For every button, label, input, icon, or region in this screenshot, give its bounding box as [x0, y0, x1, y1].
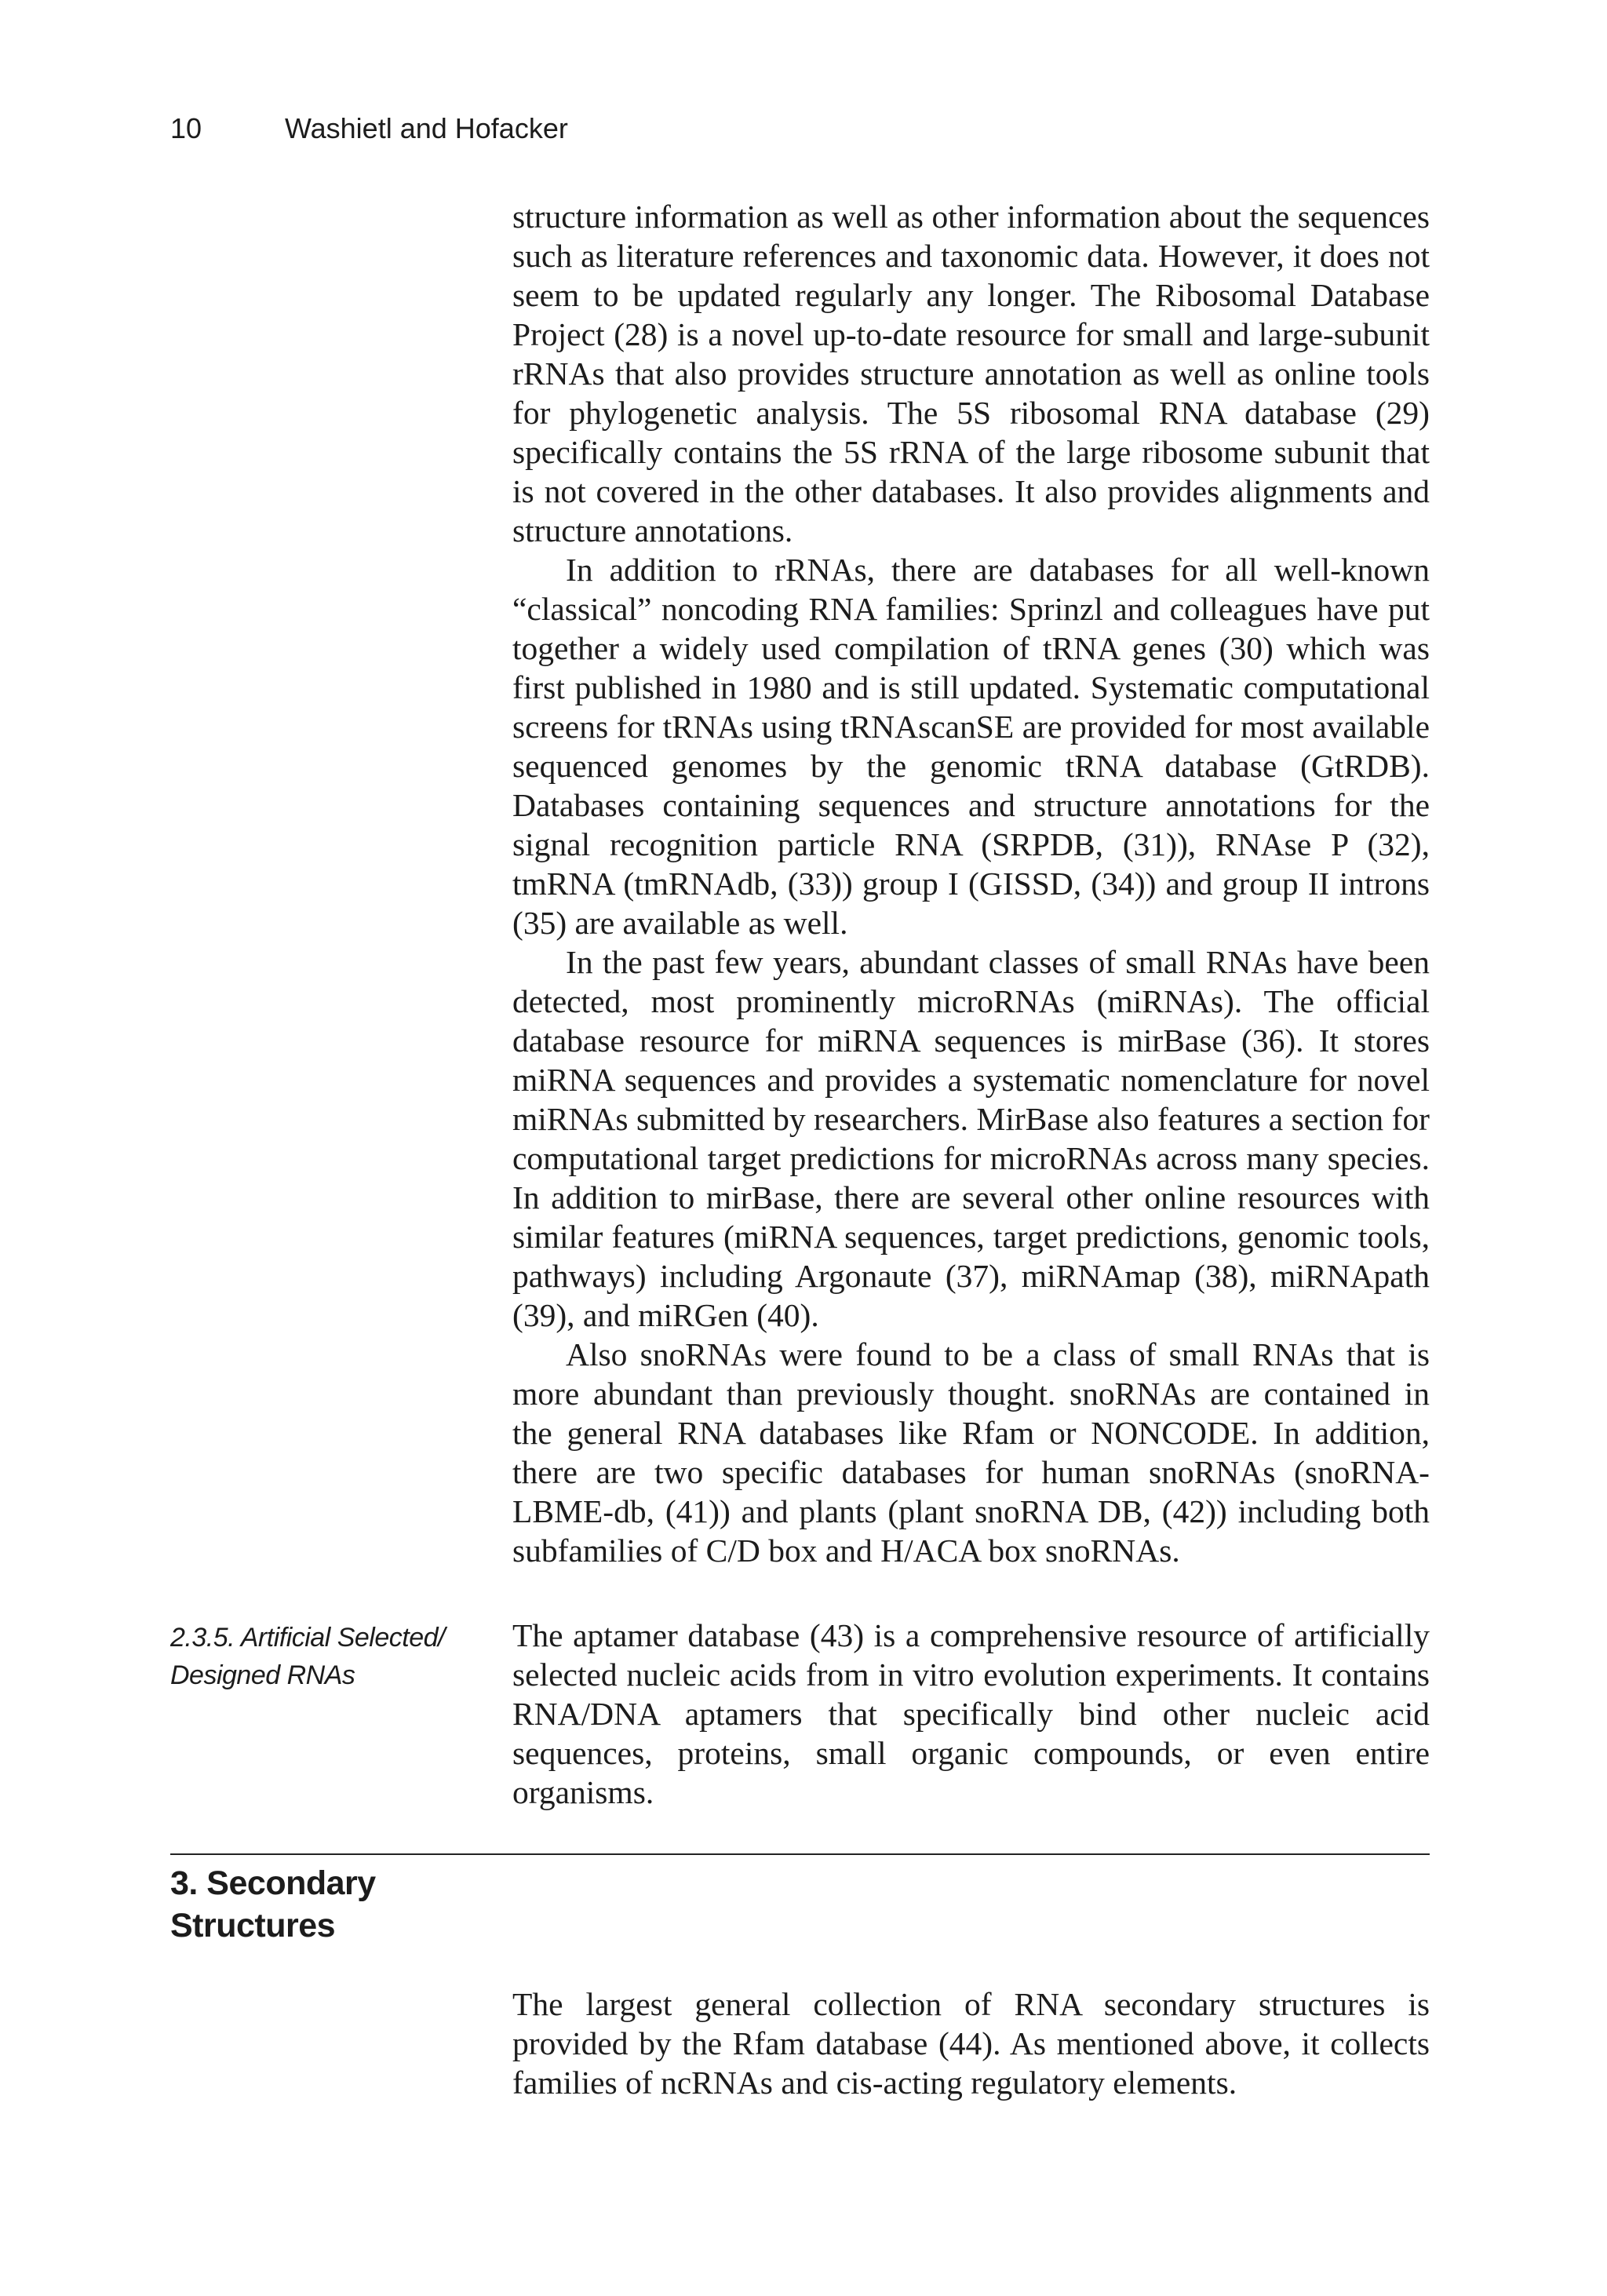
section-text-block: [512, 1984, 1430, 2102]
paragraph: In addition to rRNAs, there are databases for all well-known “classical” noncoding RNA families: Sprinzl and colleagues have put together a widely used compilation of tRNA genes (30) which was first published in 1980 and is still updated. Systematic computational screens for tRNAs using tRNAscanSE are provided for most available sequenced genomes by the genomic tRNA database (GtRDB). Databases containing sequences and structure annotations for the signal recognition particle RNA (SRPDB, (31)), RNAse P (32), tmRNA (tmRNAdb, (33)) group I (GISSD, (34)) and group II introns (35) are available as well.: [512, 552, 1430, 941]
paragraph: Also snoRNAs were found to be a class of small RNAs that is more abundant than previously thought. snoRNAs are contained in the general RNA databases like Rfam or NONCODE. In addition, there are two specific databases for human snoRNAs (snoRNA-LBME-db, (41)) and plants (plant snoRNA DB, (42)) including both subfamilies of C/D box and H/ACA box snoRNAs.: [512, 1336, 1430, 1569]
page-number: 10: [170, 112, 202, 144]
paragraph: The aptamer database (43) is a comprehensive resource of artificially selected nucleic acids from in vitro evolution experiments. It contains RNA/DNA aptamers that specifically bind other nucleic acid sequences, proteins, small organic compounds, or even entire organisms.: [512, 1617, 1430, 1810]
aptamer-text-block: [512, 1616, 1430, 1812]
section-heading: 3. Secondary Structures: [170, 1864, 376, 1944]
running-head-authors: Washietl and Hofacker: [285, 112, 568, 144]
section-divider: [170, 1853, 1430, 1855]
paragraph: structure information as well as other information about the sequences such as literature references and taxonomic data. However, it does not seem to be updated regularly any longer. The Ribosomal Database Project (28) is a novel up-to-date resource for small and large-subunit rRNAs that also provides structure annotation as well as online tools for phylogenetic analysis. The 5S ribosomal RNA database (29) specifically contains the 5S rRNA of the large ribosome subunit that is not covered in the other databases. It also provides alignments and structure annotations.: [512, 199, 1430, 548]
running-head: [170, 108, 568, 149]
subsection-heading: 2.3.5. Artificial Selected/ Designed RNAs: [170, 1623, 445, 1690]
main-text-block: [512, 197, 1430, 1570]
paragraph: In the past few years, abundant classes of small RNAs have been detected, most prominently microRNAs (miRNAs). The official database resource for miRNA sequences is mirBase (36). It stores miRNA sequences and provides a systematic nomenclature for novel miRNAs submitted by researchers. MirBase also features a section for computational target predictions for microRNAs across many species. In addition to mirBase, there are several other online resources with similar features (miRNA sequences, target predictions, genomic tools, pathways) including Argonaute (37), miRNAmap (38), miRNApath (39), and miRGen (40).: [512, 944, 1430, 1333]
paragraph: The largest general collection of RNA secondary structures is provided by the Rfam database (44). As mentioned above, it collects families of ncRNAs and cis-acting regulatory elements.: [512, 1986, 1430, 2101]
